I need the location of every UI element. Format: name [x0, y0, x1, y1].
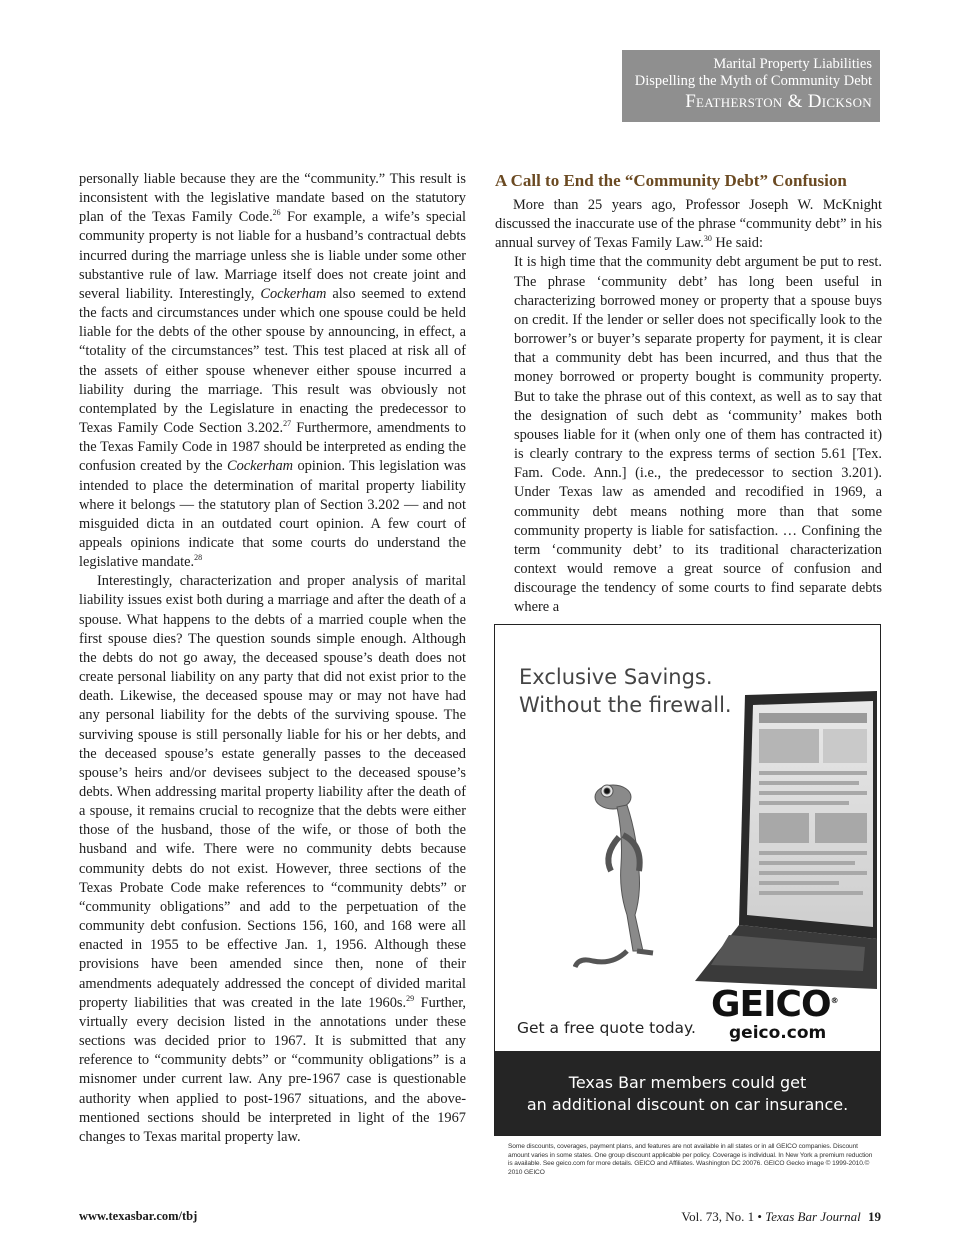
footnote-ref[interactable]: 29 — [406, 993, 415, 1003]
paragraph: More than 25 years ago, Professor Joseph W. McKnight discussed the inaccurate use of the phrase “community debt” in his annual survey of Texas Family Law.$^{30}$ He said: — [495, 197, 882, 252]
footer-page-info — [681, 1209, 881, 1225]
laptop-illustration — [695, 689, 877, 993]
right-column — [495, 170, 882, 617]
block-quote: It is high time that the community debt argument be put to rest. The phrase ‘community debt’ has long been useful in characterizing borrowed money or property that a spouse buys on credit. If the lender or seller does not specifically look to the borrower’s or buyer’s separate property for payment, it is clear that a community debt has been incurred, and thus that the money borrowed or property bought is community property. But to take the phrase out of this context, as well as to say that the designation of such debt as ‘community’ makes both spouses liable for it (when only one of them has contracted it) is clearly contrary to the express terms of section 5.61 [Tex. Fam. Code. Ann.] (i.e., the predecessor to section 3.201). Under Texas law as amended and recodified in 1969, a community debt means nothing more than that some community property is liable for satisfaction. … Confining the term ‘community debt’ to its traditional characterization context would remove a great source of confusion and discourage the tendency of some courts to find separate debts where a — [514, 254, 882, 616]
header-authors: Featherston & Dickson — [685, 91, 872, 112]
page-number: 19 — [868, 1209, 881, 1224]
header-title-line2: Dispelling the Myth of Community Debt — [634, 73, 872, 89]
ad-fine-print: Some discounts, coverages, payment plans, and features are not available in all states or in all GEICO companies. Discount amount varies in some states. One group discount applicable per policy. Coverage is individual. In New York a premium reduction is available. See geico.com for more details. GEICO and Affiliates. Washington DC 20076. GEICO Gecko image © 1999-2010.© 2010 GEICO — [508, 1143, 873, 1176]
footer-website-link[interactable]: www.texasbar.com/tbj — [79, 1209, 198, 1223]
footnote-ref[interactable]: 30 — [703, 234, 712, 244]
case-name: Cockerham — [260, 285, 327, 302]
section-heading: A Call to End the “Community Debt” Confusion — [495, 171, 847, 190]
footnote-ref[interactable]: 28 — [194, 553, 203, 563]
header-title-line1: Marital Property Liabilities — [713, 56, 872, 72]
geico-logo[interactable]: GEICO® — [711, 984, 838, 1025]
case-name: Cockerham — [226, 458, 294, 475]
paragraph: Interestingly, characterization and proper analysis of marital liability issues exist both during a marriage and after the death of a spouse. What happens to the debts of a married couple when the first spouse dies? The question sounds simple enough. Although the debts do not go away, the deceased spouse’s death does not create personal liability on any party that did not exist prior to the death. Likewise, the deceased spouse may or may not have had any personal liability for the debts of the surviving spouse. The surviving spouse is still personally liable for his or her debts, and the deceased spouse’s estate generally passes to the deceased spouse’s heirs and/or devisees subject to the deceased spouse’s debts. When addressing marital property liability after the death of a spouse, it remains crucial to recognize that the debts were either those of the husband, those of the wife, or those of both the husband and wife. There were no community debts because community debts do not exist. However, three sections of the Texas Probate Code make references to “community debts” or “community obligations” and add to the perpetuation of the community debt confusion. Sections 156, 160, and 168 were all enacted in 1955 to be effective Jan. 1, 1956. Although these provisions have been amended since then, none of their amendments adequately addressed the concept of divided marital property liabilities that was created in the late 1960s.$^{29}$ Further, virtually every decision listed in the annotations under these sections was decided prior to 1967. It is submitted that any reference to “community debts” or “community obligations” is a misnomer under current law. Any pre-1967 case is questionable authority when applied to post-1967 situations, and the above-mentioned sections should be interpreted in light of the 1967 changes to Texas marital property law. — [79, 573, 467, 1145]
geico-advertisement[interactable] — [494, 624, 881, 1136]
paragraph: personally liable because they are the “community.” This result is inconsistent with the legislative mandate based on the statutory plan of the Texas Family Code.$^{26}$ For example, a wife’s special community property is not liable for a husband’s contractual debts incurred during the marriage unless she is liable under some other substantive rule of law. Marriage itself does not create joint and several liability. Interestingly, Cockerham also seemed to extend the facts and circumstances under which one spouse could be held liable for the debts of the other spouse by announcing, in effect, a “totality of the circumstances” test. This test placed at risk all of the assets of either spouse whenever either spouse incurred a liability during the marriage. This result was obviously not contemplated by the Legislature in enacting the predecessor to Texas Family Code Section 3.202.27 Furthermore, amendments to the Texas Family Code in 1987 should be interpreted as ending the confusion created by the Cockerham opinion. This legislation was intended to place the determination of marital property liability where it belongs — the statutory plan of Section 3.202 — and not misguided dicta in an outdated court opinion. A few court of appeals opinions indicate that some courts do understand the legislative mandate.$^{28}$ — [79, 171, 466, 571]
footnote-ref[interactable]: 26 — [272, 208, 281, 218]
left-column — [79, 170, 466, 1147]
gecko-mascot-illustration — [573, 775, 683, 975]
ad-headline: Exclusive Savings. Without the firewall. — [519, 665, 732, 717]
ad-member-discount-band: Texas Bar members could get an additional discount on car insurance. — [495, 1051, 880, 1136]
geico-url-link[interactable]: geico.com — [729, 1023, 827, 1043]
footer-journal-title: Texas Bar Journal — [765, 1209, 861, 1224]
ad-call-to-action[interactable]: Get a free quote today. — [517, 1019, 696, 1037]
article-header-box — [622, 50, 880, 122]
footnote-ref[interactable]: 27 — [283, 419, 292, 429]
footer-volume: Vol. 73, No. 1 • — [681, 1209, 762, 1224]
